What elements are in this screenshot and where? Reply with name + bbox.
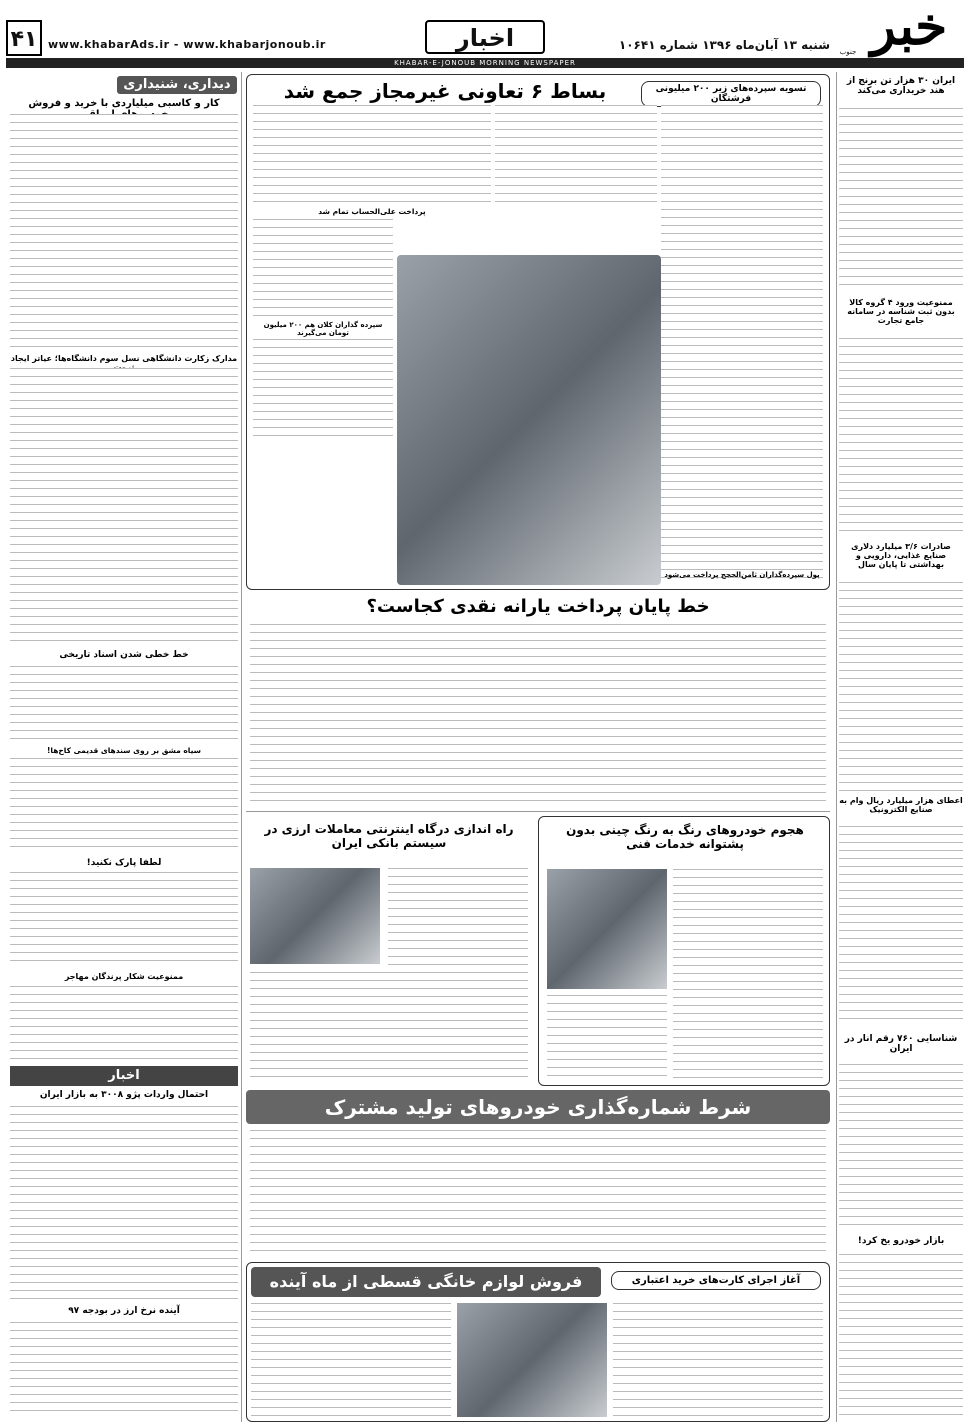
cars-story	[538, 816, 830, 1086]
right-body-6	[839, 1254, 963, 1418]
main-sub-c: پول سپرده‌گذاران ثامن‌الحجج پرداخت می‌شود	[664, 571, 820, 579]
page-number: ۴۱	[6, 20, 42, 56]
left-sub-1: مدارک زکارت دانشگاهی نسل سوم دانشگاه‌ها؛ عیاتر ایجاد	[10, 354, 238, 363]
main-body-left-2	[253, 219, 393, 319]
left-body-1	[10, 114, 238, 350]
right-body-1	[839, 108, 963, 292]
currency-story	[246, 816, 532, 1086]
left-body-6	[10, 986, 238, 1060]
mid-banner-bar	[246, 1090, 830, 1124]
bottom-body	[251, 1303, 451, 1417]
left-body-4	[10, 758, 238, 854]
logo	[839, 0, 964, 66]
header-rule	[6, 58, 964, 68]
websites[interactable]: www.khabarAds.ir - www.khabarjonoub.ir	[48, 38, 326, 51]
main-body-mid	[495, 105, 657, 205]
left-headline: کار و کاسبی میلیاردی با خرید و فروش	[28, 98, 220, 109]
cars-body-2	[547, 995, 667, 1079]
main-sub-a: پرداخت علی‌الحساب تمام شد	[318, 207, 426, 216]
mid-banner	[246, 1090, 830, 1258]
logo-sub: جنوب	[839, 48, 857, 56]
currency-body-2	[250, 972, 528, 1082]
main-story	[246, 74, 830, 590]
bottom-body-2	[613, 1303, 823, 1417]
currency-headline: راه اندازی درگاه اینترنتی معاملات ارزی در سیستم بانکی ایران	[264, 822, 514, 850]
mid-banner-headline: شرط شماره‌گذاری خودروهای تولید مشترک	[324, 1095, 752, 1119]
subsidy-story	[246, 594, 830, 812]
main-photo	[397, 255, 661, 585]
right-body-4	[839, 826, 963, 1026]
news2-body	[10, 1322, 238, 1418]
left-column	[6, 72, 242, 1422]
cars-photo	[547, 869, 667, 989]
right-body-2	[839, 338, 963, 538]
right-column	[836, 72, 964, 1422]
subsidy-headline: خط پایان پرداخت یارانه نقدی کجاست؟	[366, 596, 710, 617]
right-h2: ممنوعیت ورود ۴ گروه کالا بدون ثبت شناسه در سامانه جامع تجارت	[847, 298, 955, 325]
news2-title: آینده نرخ ارز در بودجه ۹۷	[68, 1306, 180, 1316]
cars-body	[673, 869, 823, 1079]
right-h1: ایران ۳۰ هزار تن برنج از هند خریداری می‌کند	[846, 76, 956, 96]
akhbar-tag: اخبار	[10, 1066, 238, 1086]
masthead	[0, 0, 970, 72]
bottom-banner-bar	[251, 1267, 601, 1297]
right-h5: شناسایی ۷۶۰ رقم انار در ایران	[844, 1034, 958, 1054]
mid-banner-body	[250, 1130, 826, 1254]
cars-headline: هجوم خودروهای رنگ به رنگ چینی بدون پشتوانه خدمات فنی	[566, 823, 804, 851]
right-h6: بازار خودرو یخ کرد!	[857, 1236, 945, 1246]
date-line: شنبه ۱۳ آبان‌ماه ۱۳۹۶ شماره ۱۰۶۴۱	[618, 38, 830, 52]
english-name: KHABAR-E-JONOUB MORNING NEWSPAPER	[394, 59, 576, 67]
left-sub-4: لطفا پارک نکنید!	[86, 858, 162, 868]
left-sub-3: سیاه مشق بر روی سندهای قدیمی کاخ‌ها!	[46, 746, 202, 755]
currency-body	[388, 868, 528, 968]
left-sub-5: ممنوعیت شکار پرندگان مهاجر	[64, 972, 184, 981]
right-body-5	[839, 1064, 963, 1232]
main-headline: بساط ۶ تعاونی غیرمجاز جمع شد	[283, 79, 607, 103]
left-body-2	[10, 368, 238, 646]
left-body-3	[10, 666, 238, 742]
main-body-left	[253, 105, 491, 205]
main-kicker: تسویه سپرده‌های زیر ۲۰۰ میلیونی فرشتگان	[641, 81, 821, 107]
bottom-photo	[457, 1303, 607, 1417]
main-sub-b: سپرده گذاران کلان هم ۲۰۰ میلیون تومان می‌گیرند	[263, 321, 383, 337]
logo-text: خبر	[870, 0, 948, 57]
bottom-story	[246, 1262, 830, 1422]
section-title: اخبار	[425, 20, 545, 54]
subsidy-body	[250, 624, 826, 806]
bottom-banner-headline: فروش لوازم خانگی قسطی از ماه آینده	[269, 1272, 583, 1291]
right-h3: صادرات ۳/۶ میلیارد دلاری صنایع غذایی، دارویی و بهداشتی تا پایان سال	[851, 542, 951, 569]
left-body-5	[10, 872, 238, 968]
news1-body	[10, 1106, 238, 1302]
left-section-tag: دیداری، شنیداری	[117, 76, 237, 94]
bottom-banner-sub: آغاز اجرای کارت‌های خرید اعتباری	[611, 1271, 821, 1290]
currency-photo	[250, 868, 380, 964]
left-sub-2: خط خطی شدن اسناد تاریخی	[59, 650, 189, 660]
main-body-right	[661, 105, 823, 583]
main-body-left-3	[253, 339, 393, 439]
news1-title: احتمال واردات پژو ۳۰۰۸ به بازار ایران	[39, 1090, 209, 1100]
right-body-3	[839, 582, 963, 792]
right-h4: اعطای هزار میلیارد ریال وام به صنایع الکترونیک	[839, 796, 963, 814]
